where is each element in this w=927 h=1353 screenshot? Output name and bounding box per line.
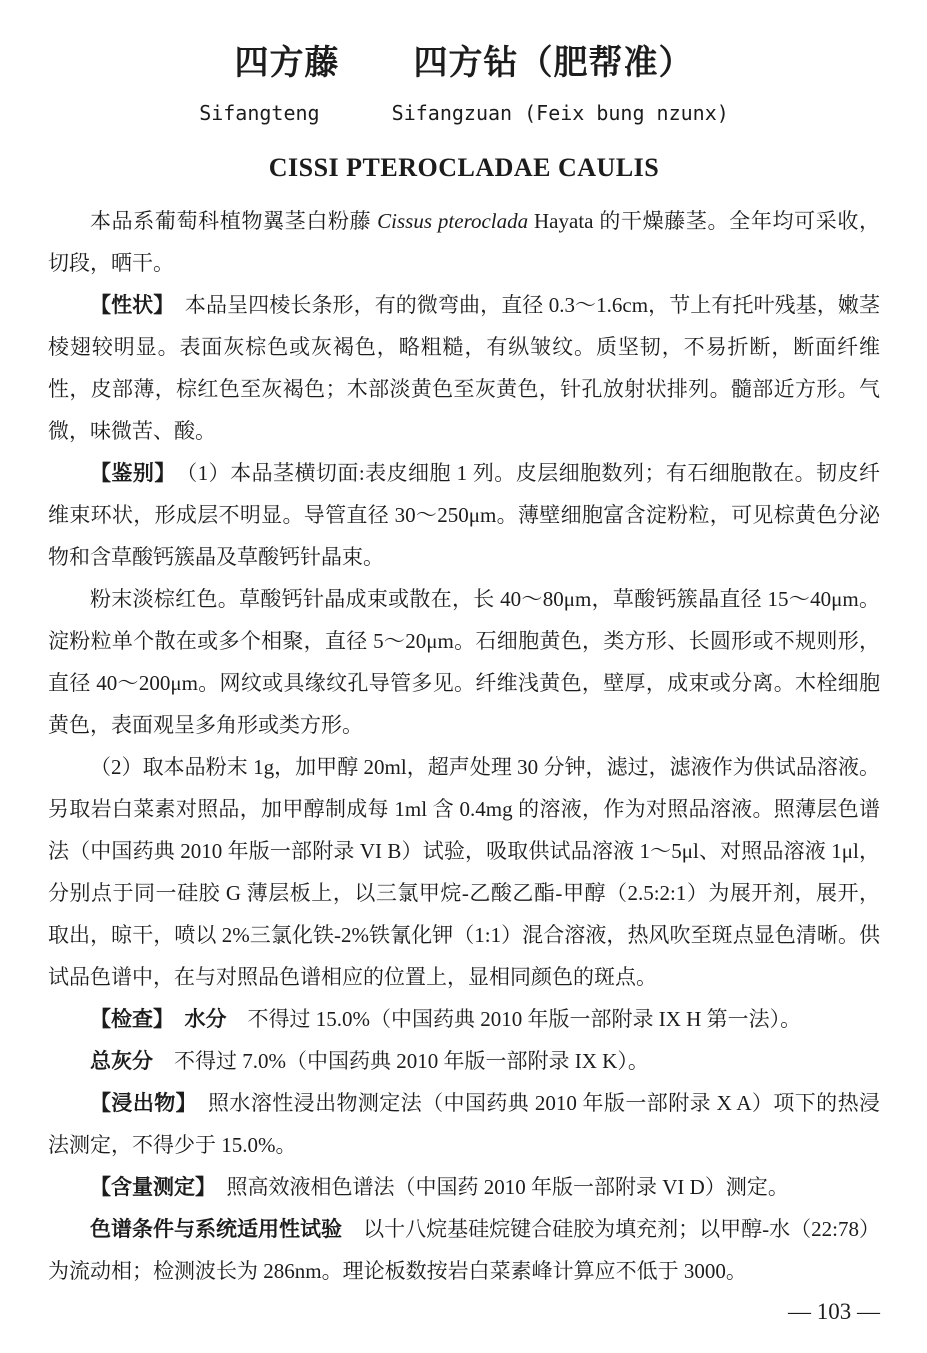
paragraph-zonghuifen bbox=[48, 1040, 880, 1082]
section-label-hanliang-ceding: 【含量测定】 bbox=[90, 1175, 206, 1199]
section-label-jiancha: 【检查】 bbox=[90, 1007, 164, 1031]
title-cn-part1: 四方藤 bbox=[234, 43, 340, 83]
paragraph-xingzhuang bbox=[48, 284, 880, 452]
section-label-xingzhuang: 【性状】 bbox=[90, 293, 164, 317]
pinyin-part1: Sifangteng bbox=[199, 101, 320, 125]
text-segment: （2）取本品粉末 1g，加甲醇 20ml，超声处理 30 分钟，滤过，滤液作为供试品溶液。另取岩白菜素对照品，加甲醇制成每 1ml 含 0.4mg 的溶液，作为对照品溶液。照薄层色谱法（中国药典 2010 年版一部附录 VI B）试验，吸取供试品溶液 1～5μl、对照品溶液 1μl，分别点于同一硅胶 G 薄层板上，以三氯甲烷-乙酸乙酯-甲醇（2.5:2:1）为展开剂，展开，取出，晾干，喷以 2%三氯化铁-2%铁氰化钾（1:1）混合溶液，热风吹至斑点显色清晰。供试品色谱中，在与对照品色谱相应的位置上，显相同颜色的斑点。 bbox=[48, 755, 880, 989]
page-title bbox=[48, 40, 880, 86]
sub-label-sepu-tiaojian: 色谱条件与系统适用性试验 bbox=[90, 1217, 343, 1241]
sub-label-shuifen: 水分 bbox=[163, 1007, 227, 1031]
title-cn-part2: 四方钻（肥帮准） bbox=[413, 43, 694, 83]
paragraph-jiancha-shuifen bbox=[48, 998, 880, 1040]
text-segment: Hayata 的干燥藤茎。全年均可采收，切段，晒干。 bbox=[48, 209, 881, 275]
text-segment: 照水溶性浸出物测定法（中国药典 2010 年版一部附录 X A）项下的热浸法测定，不得少于 15.0%。 bbox=[48, 1091, 881, 1157]
paragraph-jianbie-1 bbox=[48, 452, 880, 578]
text-segment: 以十八烷基硅烷键合硅胶为填充剂；以甲醇-水（22:78）为流动相；检测波长为 286nm。理论板数按岩白菜素峰计算应不低于 3000。 bbox=[48, 1217, 881, 1283]
body-content bbox=[48, 200, 880, 1292]
pinyin-part2: Sifangzuan (Feix bung nzunx) bbox=[391, 101, 729, 125]
paragraph-jianbie-powder bbox=[48, 578, 880, 746]
text-segment: 粉末淡棕红色。草酸钙针晶成束或散在，长 40～80μm，草酸钙簇晶直径 15～40μm。淀粉粒单个散在或多个相聚，直径 5～20μm。石细胞黄色，类方形、长圆形或不规则形，直径 40～200μm。网纹或具缘纹孔导管多见。纤维浅黄色，壁厚，成束或分离。木栓细胞黄色，表面观呈多角形或类方形。 bbox=[48, 587, 880, 737]
text-segment: 不得过 7.0%（中国药典 2010 年版一部附录 IX K）。 bbox=[153, 1049, 649, 1073]
paragraph-jianbie-2 bbox=[48, 746, 880, 998]
text-segment: （1）本品茎横切面:表皮细胞 1 列。皮层细胞数列；有石细胞散在。韧皮纤维束环状，形成层不明显。导管直径 30～250μm。薄壁细胞富含淀粉粒，可见棕黄色分泌物和含草酸钙簇晶及草酸钙针晶束。 bbox=[48, 461, 880, 569]
text-segment: 本品呈四棱长条形，有的微弯曲，直径 0.3～1.6cm，节上有托叶残基，嫩茎棱翅较明显。表面灰棕色或灰褐色，略粗糙，有纵皱纹。质坚韧，不易折断，断面纤维性，皮部薄，棕红色至灰褐色；木部淡黄色至灰黄色，针孔放射状排列。髓部近方形。气微，味微苦、酸。 bbox=[48, 293, 880, 443]
latin-binomial: Cissus pteroclada bbox=[377, 209, 529, 233]
page-number: — 103 — bbox=[788, 1299, 880, 1324]
pinyin-title bbox=[48, 100, 880, 126]
sub-label-zonghuifen: 总灰分 bbox=[90, 1049, 153, 1073]
paragraph-jinchuwu bbox=[48, 1082, 880, 1166]
paragraph-hanliang-ceding bbox=[48, 1166, 880, 1208]
text-segment: 照高效液相色谱法（中国药 2010 年版一部附录 VI D）测定。 bbox=[205, 1175, 789, 1199]
section-label-jianbie: 【鉴别】 bbox=[90, 461, 166, 485]
paragraph-intro bbox=[48, 200, 880, 284]
text-segment: 不得过 15.0%（中国药典 2010 年版一部附录 IX H 第一法）。 bbox=[226, 1007, 802, 1031]
latin-title: CISSI PTEROCLADAE CAULIS bbox=[268, 153, 660, 182]
paragraph-sepu-tiaojian bbox=[48, 1208, 880, 1292]
section-label-jinchuwu: 【浸出物】 bbox=[90, 1091, 187, 1115]
text-segment: 本品系葡萄科植物翼茎白粉藤 bbox=[90, 209, 378, 233]
